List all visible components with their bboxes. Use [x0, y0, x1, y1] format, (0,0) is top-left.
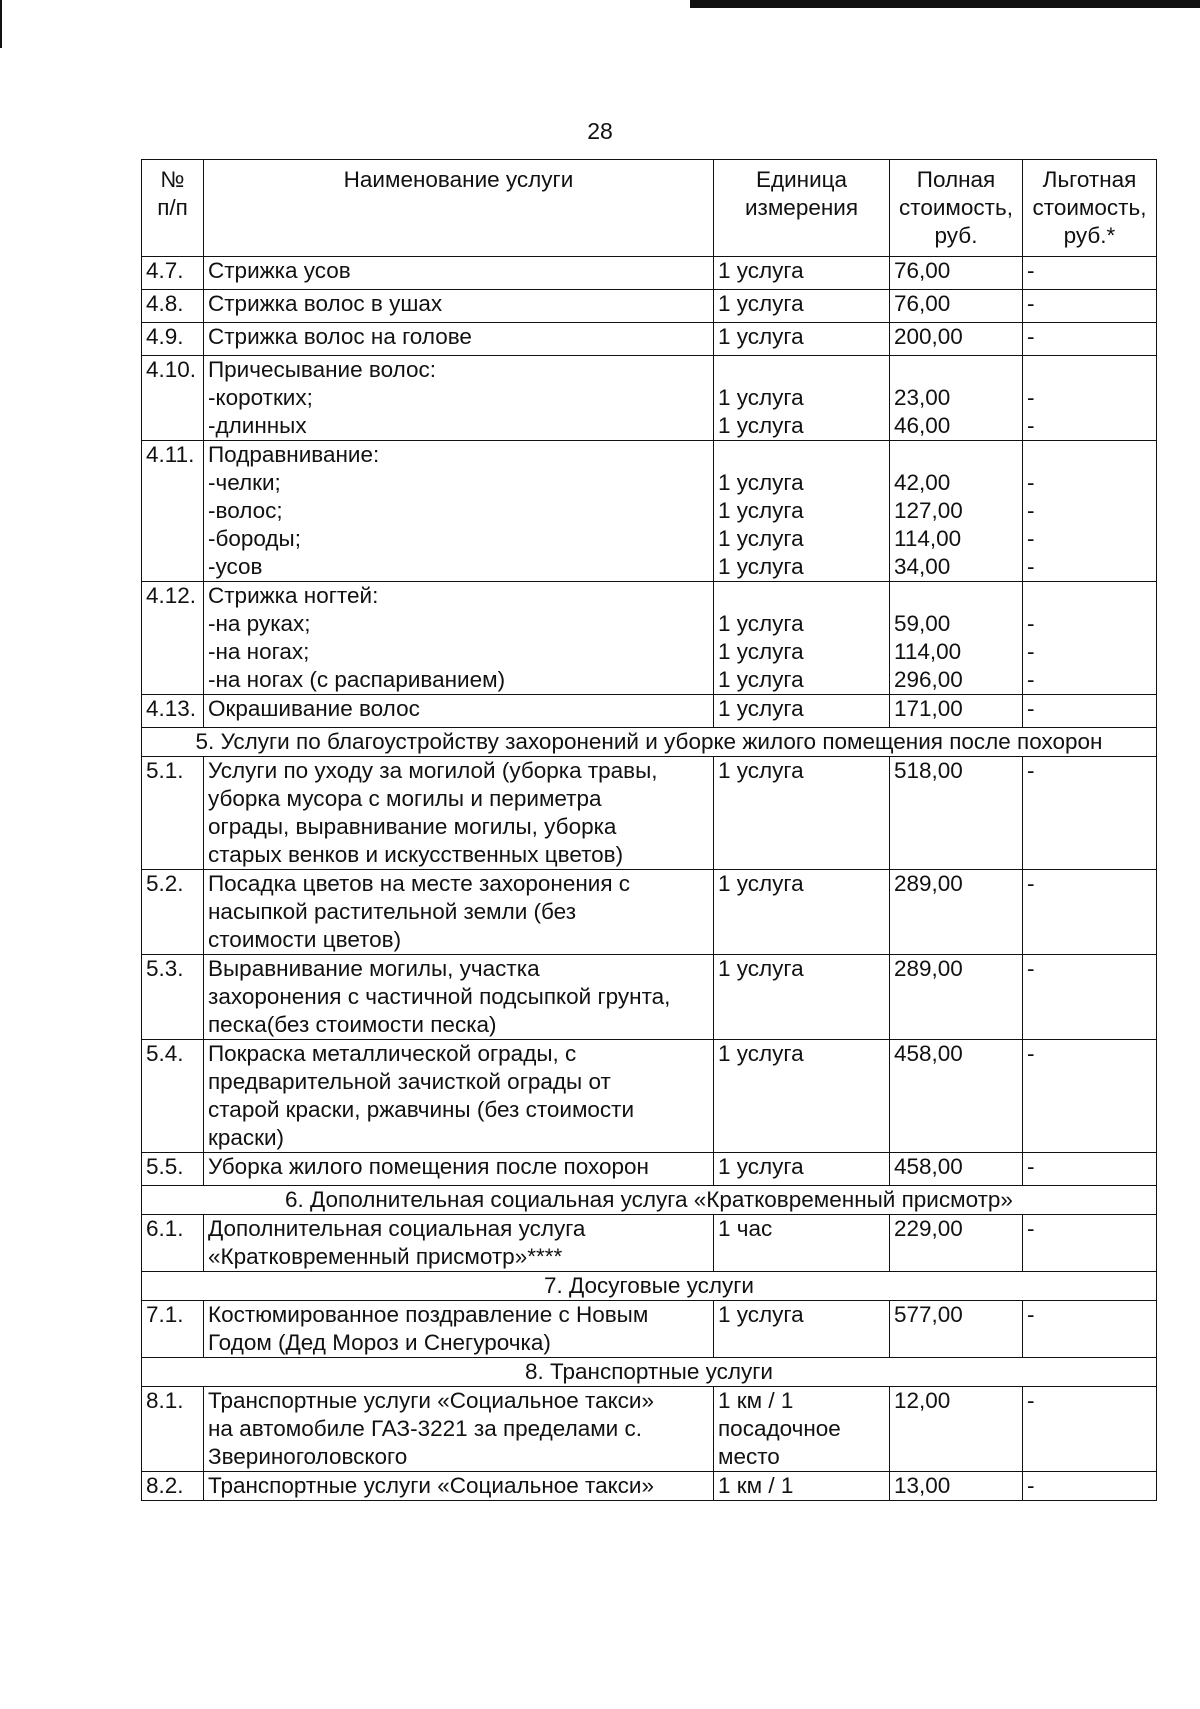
discount-price: -	[1027, 667, 1035, 692]
discount-price: -	[1027, 470, 1035, 495]
table-row	[142, 441, 1157, 582]
discount-price: -	[1023, 257, 1157, 290]
full-price: 296,00	[894, 667, 963, 692]
service-name: Услуги по уходу за могилой (уборка травы, уборка мусора с могилы и периметра ограды, выравнивание могилы, уборка старых венков и искусственных цветов)	[204, 757, 714, 870]
service-subitem: -коротких;	[208, 385, 313, 410]
full-price: 76,00	[890, 290, 1023, 323]
full-price: 289,00	[890, 955, 1023, 1040]
table-header-row	[142, 160, 1157, 257]
unit: 1 услуга	[714, 870, 890, 955]
service-subitem: -на руках;	[208, 611, 311, 636]
unit: 1 услуга	[718, 498, 804, 523]
unit: 1 услуга	[714, 257, 890, 290]
full-price: 114,00	[894, 526, 962, 551]
full-price: 289,00	[890, 870, 1023, 955]
service-name: Окрашивание волос	[204, 695, 714, 728]
row-number: 6.1.	[142, 1215, 204, 1272]
table-row	[142, 290, 1157, 323]
full-price: 59,00	[894, 611, 951, 636]
service-subitem: -усов	[208, 554, 263, 579]
service-subitem: -волос;	[208, 498, 283, 523]
service-name: Выравнивание могилы, участка захоронения с частичной подсыпкой грунта, песка(без стоимости песка)	[204, 955, 714, 1040]
discount-price: -	[1023, 757, 1157, 870]
service-name: Уборка жилого помещения после похорон	[204, 1153, 714, 1186]
row-number: 4.9.	[142, 323, 204, 356]
unit: 1 услуга	[714, 757, 890, 870]
discount-price-group	[1023, 582, 1157, 695]
table-row	[142, 695, 1157, 728]
unit: 1 услуга	[718, 470, 804, 495]
services-price-table	[141, 159, 1157, 1501]
full-price: 577,00	[890, 1301, 1023, 1358]
section-row	[142, 728, 1157, 757]
unit: 1 км / 1 посадочное место	[714, 1387, 890, 1472]
service-name: Дополнительная социальная услуга «Кратковременный присмотр»****	[204, 1215, 714, 1272]
full-price: 229,00	[890, 1215, 1023, 1272]
row-number: 4.11.	[142, 441, 204, 582]
service-name: Покраска металлической ограды, с предварительной зачисткой ограды от старой краски, ржавчины (без стоимости краски)	[204, 1040, 714, 1153]
unit: 1 услуга	[718, 639, 804, 664]
discount-price: -	[1027, 498, 1035, 523]
full-price: 458,00	[890, 1040, 1023, 1153]
discount-price: -	[1027, 611, 1035, 636]
row-number: 4.8.	[142, 290, 204, 323]
section-heading: 7. Досуговые услуги	[142, 1272, 1157, 1301]
service-name: Подравнивание:	[208, 442, 380, 467]
section-row	[142, 1272, 1157, 1301]
row-number: 5.3.	[142, 955, 204, 1040]
discount-price: -	[1023, 1301, 1157, 1358]
service-name: Причесывание волос:	[208, 357, 436, 382]
table-row	[142, 1472, 1157, 1501]
full-price: 46,00	[894, 413, 951, 438]
section-heading: 6. Дополнительная социальная услуга «Кратковременный присмотр»	[142, 1186, 1157, 1215]
discount-price: -	[1023, 870, 1157, 955]
service-name: Стрижка ногтей:	[208, 583, 379, 608]
scan-edge-top	[690, 0, 1200, 8]
service-name: Посадка цветов на месте захоронения с насыпкой растительной земли (без стоимости цветов)	[204, 870, 714, 955]
row-number: 4.13.	[142, 695, 204, 728]
section-row	[142, 1358, 1157, 1387]
full-price-group	[890, 441, 1023, 582]
discount-price: -	[1023, 955, 1157, 1040]
service-name: Стрижка волос на голове	[204, 323, 714, 356]
full-price: 171,00	[890, 695, 1023, 728]
table-row	[142, 1387, 1157, 1472]
discount-price: -	[1023, 323, 1157, 356]
header-number: № п/п	[142, 160, 204, 257]
section-heading: 5. Услуги по благоустройству захоронений и уборке жилого помещения после похорон	[142, 728, 1157, 757]
discount-price: -	[1023, 1040, 1157, 1153]
row-number: 4.12.	[142, 582, 204, 695]
table-row	[142, 1153, 1157, 1186]
service-subitem: -длинных	[208, 413, 307, 438]
table-row	[142, 323, 1157, 356]
unit: 1 услуга	[714, 695, 890, 728]
discount-price: -	[1023, 1387, 1157, 1472]
unit: 1 услуга	[718, 667, 804, 692]
discount-price-group	[1023, 441, 1157, 582]
discount-price-group	[1023, 356, 1157, 441]
discount-price: -	[1023, 1153, 1157, 1186]
scan-edge-left	[0, 0, 2, 48]
unit: 1 услуга	[714, 1153, 890, 1186]
service-name: Транспортные услуги «Социальное такси»	[204, 1472, 714, 1501]
full-price: 127,00	[894, 498, 963, 523]
table-row	[142, 1301, 1157, 1358]
section-heading: 8. Транспортные услуги	[142, 1358, 1157, 1387]
row-number: 5.5.	[142, 1153, 204, 1186]
full-price: 200,00	[890, 323, 1023, 356]
unit-group	[714, 356, 890, 441]
row-number: 4.10.	[142, 356, 204, 441]
service-subitem: -бороды;	[208, 526, 301, 551]
full-price: 114,00	[894, 639, 962, 664]
unit: 1 услуга	[718, 611, 804, 636]
row-number: 5.4.	[142, 1040, 204, 1153]
full-price: 42,00	[894, 470, 951, 495]
service-name-group	[204, 441, 714, 582]
table-row	[142, 582, 1157, 695]
unit: 1 услуга	[718, 526, 804, 551]
unit: 1 услуга	[718, 413, 804, 438]
table-row	[142, 870, 1157, 955]
service-name: Костюмированное поздравление с Новым Годом (Дед Мороз и Снегурочка)	[204, 1301, 714, 1358]
discount-price: -	[1027, 639, 1035, 664]
service-name: Стрижка усов	[204, 257, 714, 290]
discount-price: -	[1027, 385, 1035, 410]
unit-group	[714, 441, 890, 582]
row-number: 8.2.	[142, 1472, 204, 1501]
unit: 1 услуга	[714, 1301, 890, 1358]
row-number: 5.2.	[142, 870, 204, 955]
discount-price: -	[1023, 1215, 1157, 1272]
row-number: 4.7.	[142, 257, 204, 290]
discount-price: -	[1023, 1472, 1157, 1501]
service-subitem: -челки;	[208, 470, 281, 495]
service-subitem: -на ногах;	[208, 639, 310, 664]
service-name: Транспортные услуги «Социальное такси» на автомобиле ГАЗ-3221 за пределами с. Звериноголовского	[204, 1387, 714, 1472]
row-number: 8.1.	[142, 1387, 204, 1472]
discount-price: -	[1023, 290, 1157, 323]
unit: 1 услуга	[714, 323, 890, 356]
unit: 1 услуга	[714, 955, 890, 1040]
header-service-name: Наименование услуги	[204, 160, 714, 257]
section-row	[142, 1186, 1157, 1215]
header-full-price: Полная стоимость, руб.	[890, 160, 1023, 257]
full-price: 13,00	[890, 1472, 1023, 1501]
table-row	[142, 1215, 1157, 1272]
unit: 1 час	[714, 1215, 890, 1272]
unit: 1 услуга	[714, 290, 890, 323]
discount-price: -	[1027, 413, 1035, 438]
table-row	[142, 955, 1157, 1040]
table-row	[142, 1040, 1157, 1153]
page-number: 28	[587, 118, 613, 144]
table-row	[142, 257, 1157, 290]
full-price: 23,00	[894, 385, 951, 410]
discount-price: -	[1023, 695, 1157, 728]
discount-price: -	[1027, 554, 1035, 579]
full-price-group	[890, 582, 1023, 695]
full-price: 458,00	[890, 1153, 1023, 1186]
table-row	[142, 356, 1157, 441]
unit: 1 услуга	[718, 554, 804, 579]
service-name-group	[204, 582, 714, 695]
unit: 1 услуга	[718, 385, 804, 410]
full-price: 34,00	[894, 554, 951, 579]
row-number: 5.1.	[142, 757, 204, 870]
unit-group	[714, 582, 890, 695]
full-price: 12,00	[890, 1387, 1023, 1472]
unit: 1 км / 1	[714, 1472, 890, 1501]
full-price-group	[890, 356, 1023, 441]
service-name: Стрижка волос в ушах	[204, 290, 714, 323]
table-row	[142, 757, 1157, 870]
header-unit: Единица измерения	[714, 160, 890, 257]
header-discount-price: Льготная стоимость, руб.*	[1023, 160, 1157, 257]
row-number: 7.1.	[142, 1301, 204, 1358]
service-name-group	[204, 356, 714, 441]
full-price: 76,00	[890, 257, 1023, 290]
unit: 1 услуга	[714, 1040, 890, 1153]
discount-price: -	[1027, 526, 1035, 551]
full-price: 518,00	[890, 757, 1023, 870]
service-subitem: -на ногах (с распариванием)	[208, 667, 506, 692]
